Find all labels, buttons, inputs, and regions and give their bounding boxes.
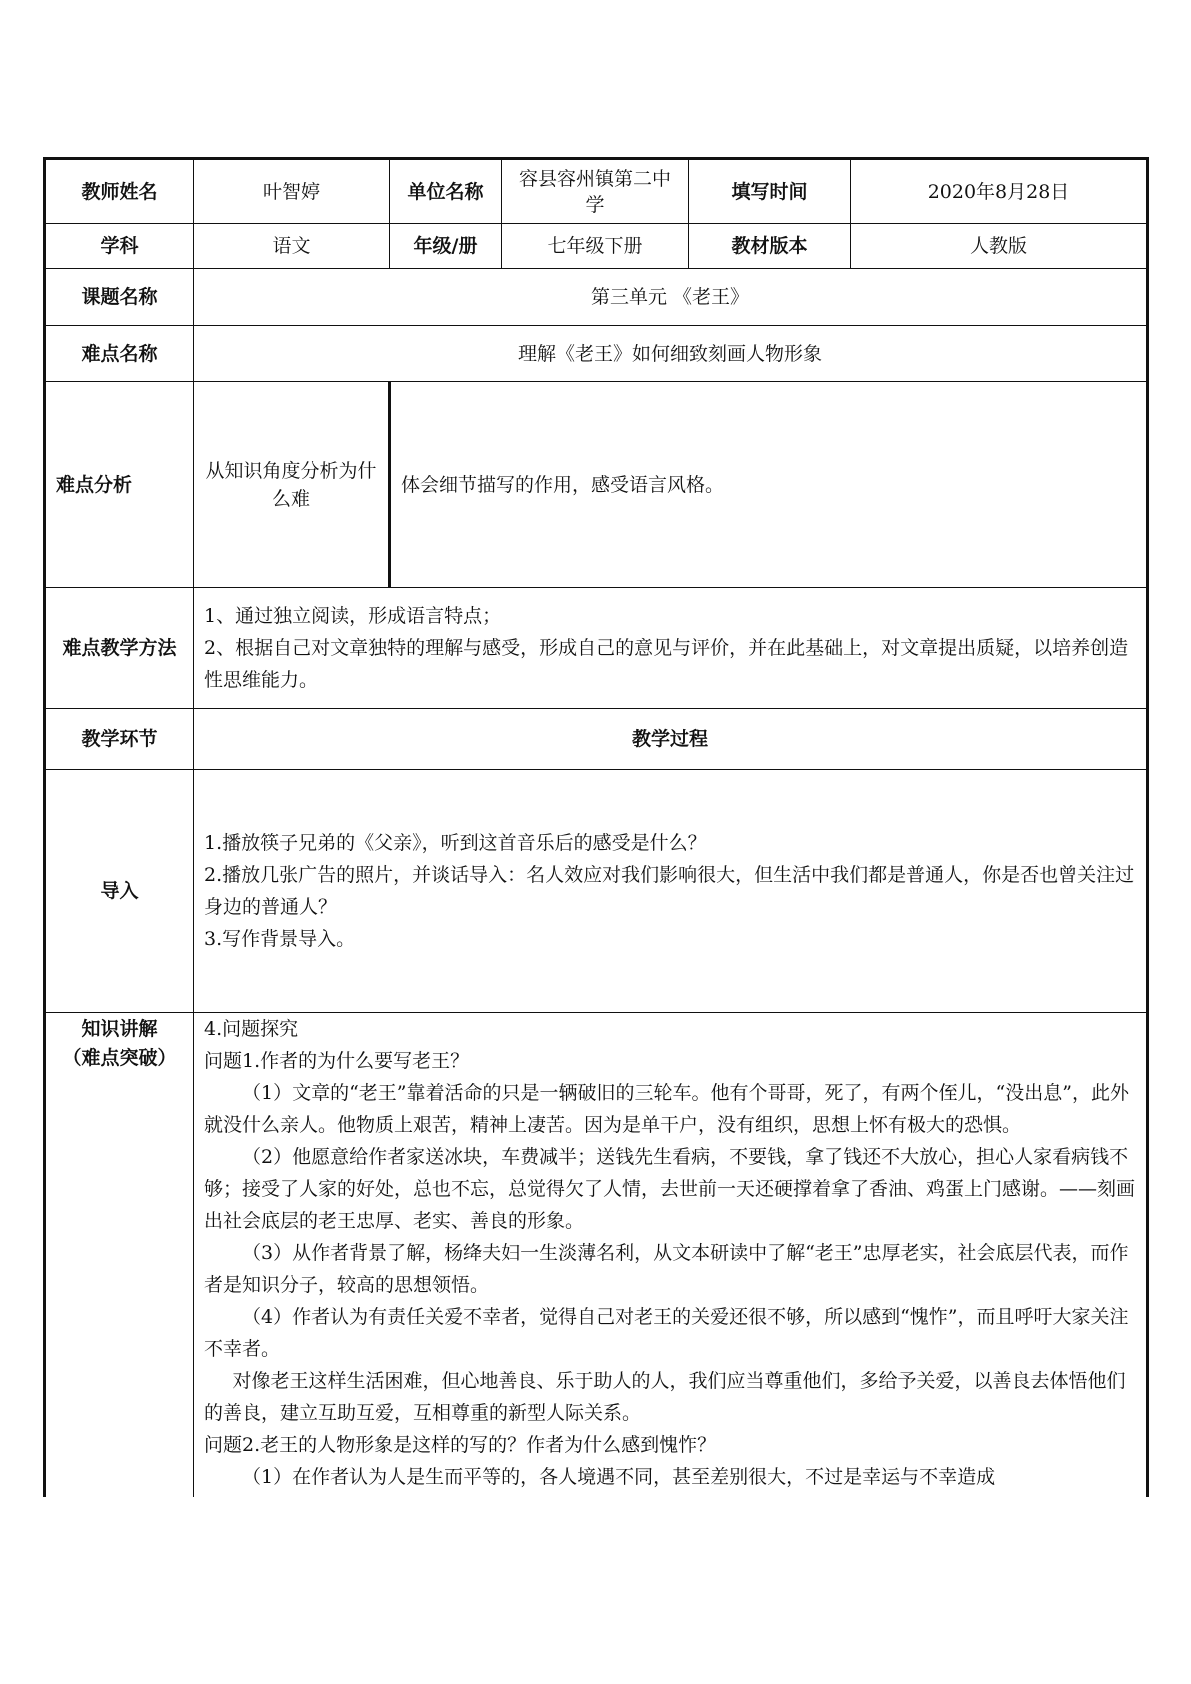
knowledge-label-line1: 知识讲解 <box>81 1018 158 1040</box>
subject-label: 学科 <box>45 224 194 269</box>
knowledge-content <box>194 1013 1148 1497</box>
edition-value: 人教版 <box>851 224 1148 269</box>
teacher-label: 教师姓名 <box>45 159 194 224</box>
knowledge-label <box>45 1013 194 1497</box>
intro-line-1: 1.播放筷子兄弟的《父亲》，听到这首音乐后的感受是什么？ <box>204 832 707 854</box>
analysis-value: 体会细节描写的作用，感受语言风格。 <box>390 382 1148 588</box>
topic-value: 第三单元 《老王》 <box>194 269 1148 326</box>
difficulty-row <box>45 326 1148 382</box>
process-content-label: 教学过程 <box>194 709 1148 770</box>
knowledge-line-2: 问题1.作者的为什么要写老王？ <box>204 1050 470 1072</box>
info-row-1 <box>45 159 1148 224</box>
knowledge-line-3: （1）文章的“老王”靠着活命的只是一辆破旧的三轮车。他有个哥哥，死了，有两个侄儿，“没出息”，此外就没什么亲人。他物质上艰苦，精神上凄苦。因为是单干户，没有组织，思想上怀有极大的恐惧。 <box>204 1082 1129 1136</box>
knowledge-line-9: （1）在作者认为人是生而平等的，各人境遇不同，甚至差别很大，不过是幸运与不幸造成 <box>242 1466 996 1488</box>
intro-line-2: 2.播放几张广告的照片，并谈话导入：名人效应对我们影响很大，但生活中我们都是普通人，你是否也曾关注过身边的普通人？ <box>204 864 1135 918</box>
process-stage-label: 教学环节 <box>45 709 194 770</box>
knowledge-line-1: 4.问题探究 <box>204 1018 299 1040</box>
knowledge-label-line2: （难点突破） <box>62 1047 177 1069</box>
time-label: 填写时间 <box>689 159 851 224</box>
info-row-2 <box>45 224 1148 269</box>
analysis-row <box>45 382 1148 588</box>
knowledge-row <box>45 1013 1148 1497</box>
intro-label: 导入 <box>45 770 194 1013</box>
intro-row <box>45 770 1148 1013</box>
knowledge-line-6: （4）作者认为有责任关爱不幸者，觉得自己对老王的关爱还很不够，所以感到“愧怍”，而且呼吁大家关注不幸者。 <box>204 1306 1129 1360</box>
intro-content <box>194 770 1148 1013</box>
knowledge-line-5: （3）从作者背景了解，杨绛夫妇一生淡薄名利，从文本研读中了解“老王”忠厚老实，社会底层代表，而作者是知识分子，较高的思想领悟。 <box>204 1242 1129 1296</box>
lesson-plan-table <box>43 157 1149 1497</box>
method-label: 难点教学方法 <box>45 588 194 709</box>
teacher-value: 叶智婷 <box>194 159 390 224</box>
method-line-1: 1、通过独立阅读，形成语言特点； <box>204 605 502 627</box>
analysis-sub-label: 从知识角度分析为什么难 <box>194 382 390 588</box>
analysis-label: 难点分析 <box>45 382 194 588</box>
method-content <box>194 588 1148 709</box>
intro-line-3: 3.写作背景导入。 <box>204 928 356 950</box>
method-row <box>45 588 1148 709</box>
time-value: 2020年8月28日 <box>851 159 1148 224</box>
subject-value: 语文 <box>194 224 390 269</box>
process-header-row <box>45 709 1148 770</box>
method-line-2: 2、根据自己对文章独特的理解与感受，形成自己的意见与评价，并在此基础上，对文章提出质疑，以培养创造性思维能力。 <box>204 637 1129 691</box>
difficulty-value: 理解《老王》如何细致刻画人物形象 <box>194 326 1148 382</box>
difficulty-label: 难点名称 <box>45 326 194 382</box>
grade-label: 年级/册 <box>390 224 502 269</box>
unit-label: 单位名称 <box>390 159 502 224</box>
knowledge-line-4: （2）他愿意给作者家送冰块，车费减半；送钱先生看病，不要钱，拿了钱还不大放心，担心人家看病钱不够；接受了人家的好处，总也不忘，总觉得欠了人情，去世前一天还硬撑着拿了香油、鸡蛋上门感谢。——刻画出社会底层的老王忠厚、老实、善良的形象。 <box>204 1146 1136 1232</box>
grade-value: 七年级下册 <box>502 224 689 269</box>
topic-row <box>45 269 1148 326</box>
knowledge-line-7: 对像老王这样生活困难，但心地善良、乐于助人的人，我们应当尊重他们，多给予关爱，以善良去体悟他们的善良，建立互助互爱，互相尊重的新型人际关系。 <box>204 1370 1126 1424</box>
edition-label: 教材版本 <box>689 224 851 269</box>
topic-label: 课题名称 <box>45 269 194 326</box>
unit-value: 容县容州镇第二中学 <box>502 159 689 224</box>
knowledge-line-8: 问题2.老王的人物形象是这样的写的？作者为什么感到愧怍？ <box>204 1434 717 1456</box>
